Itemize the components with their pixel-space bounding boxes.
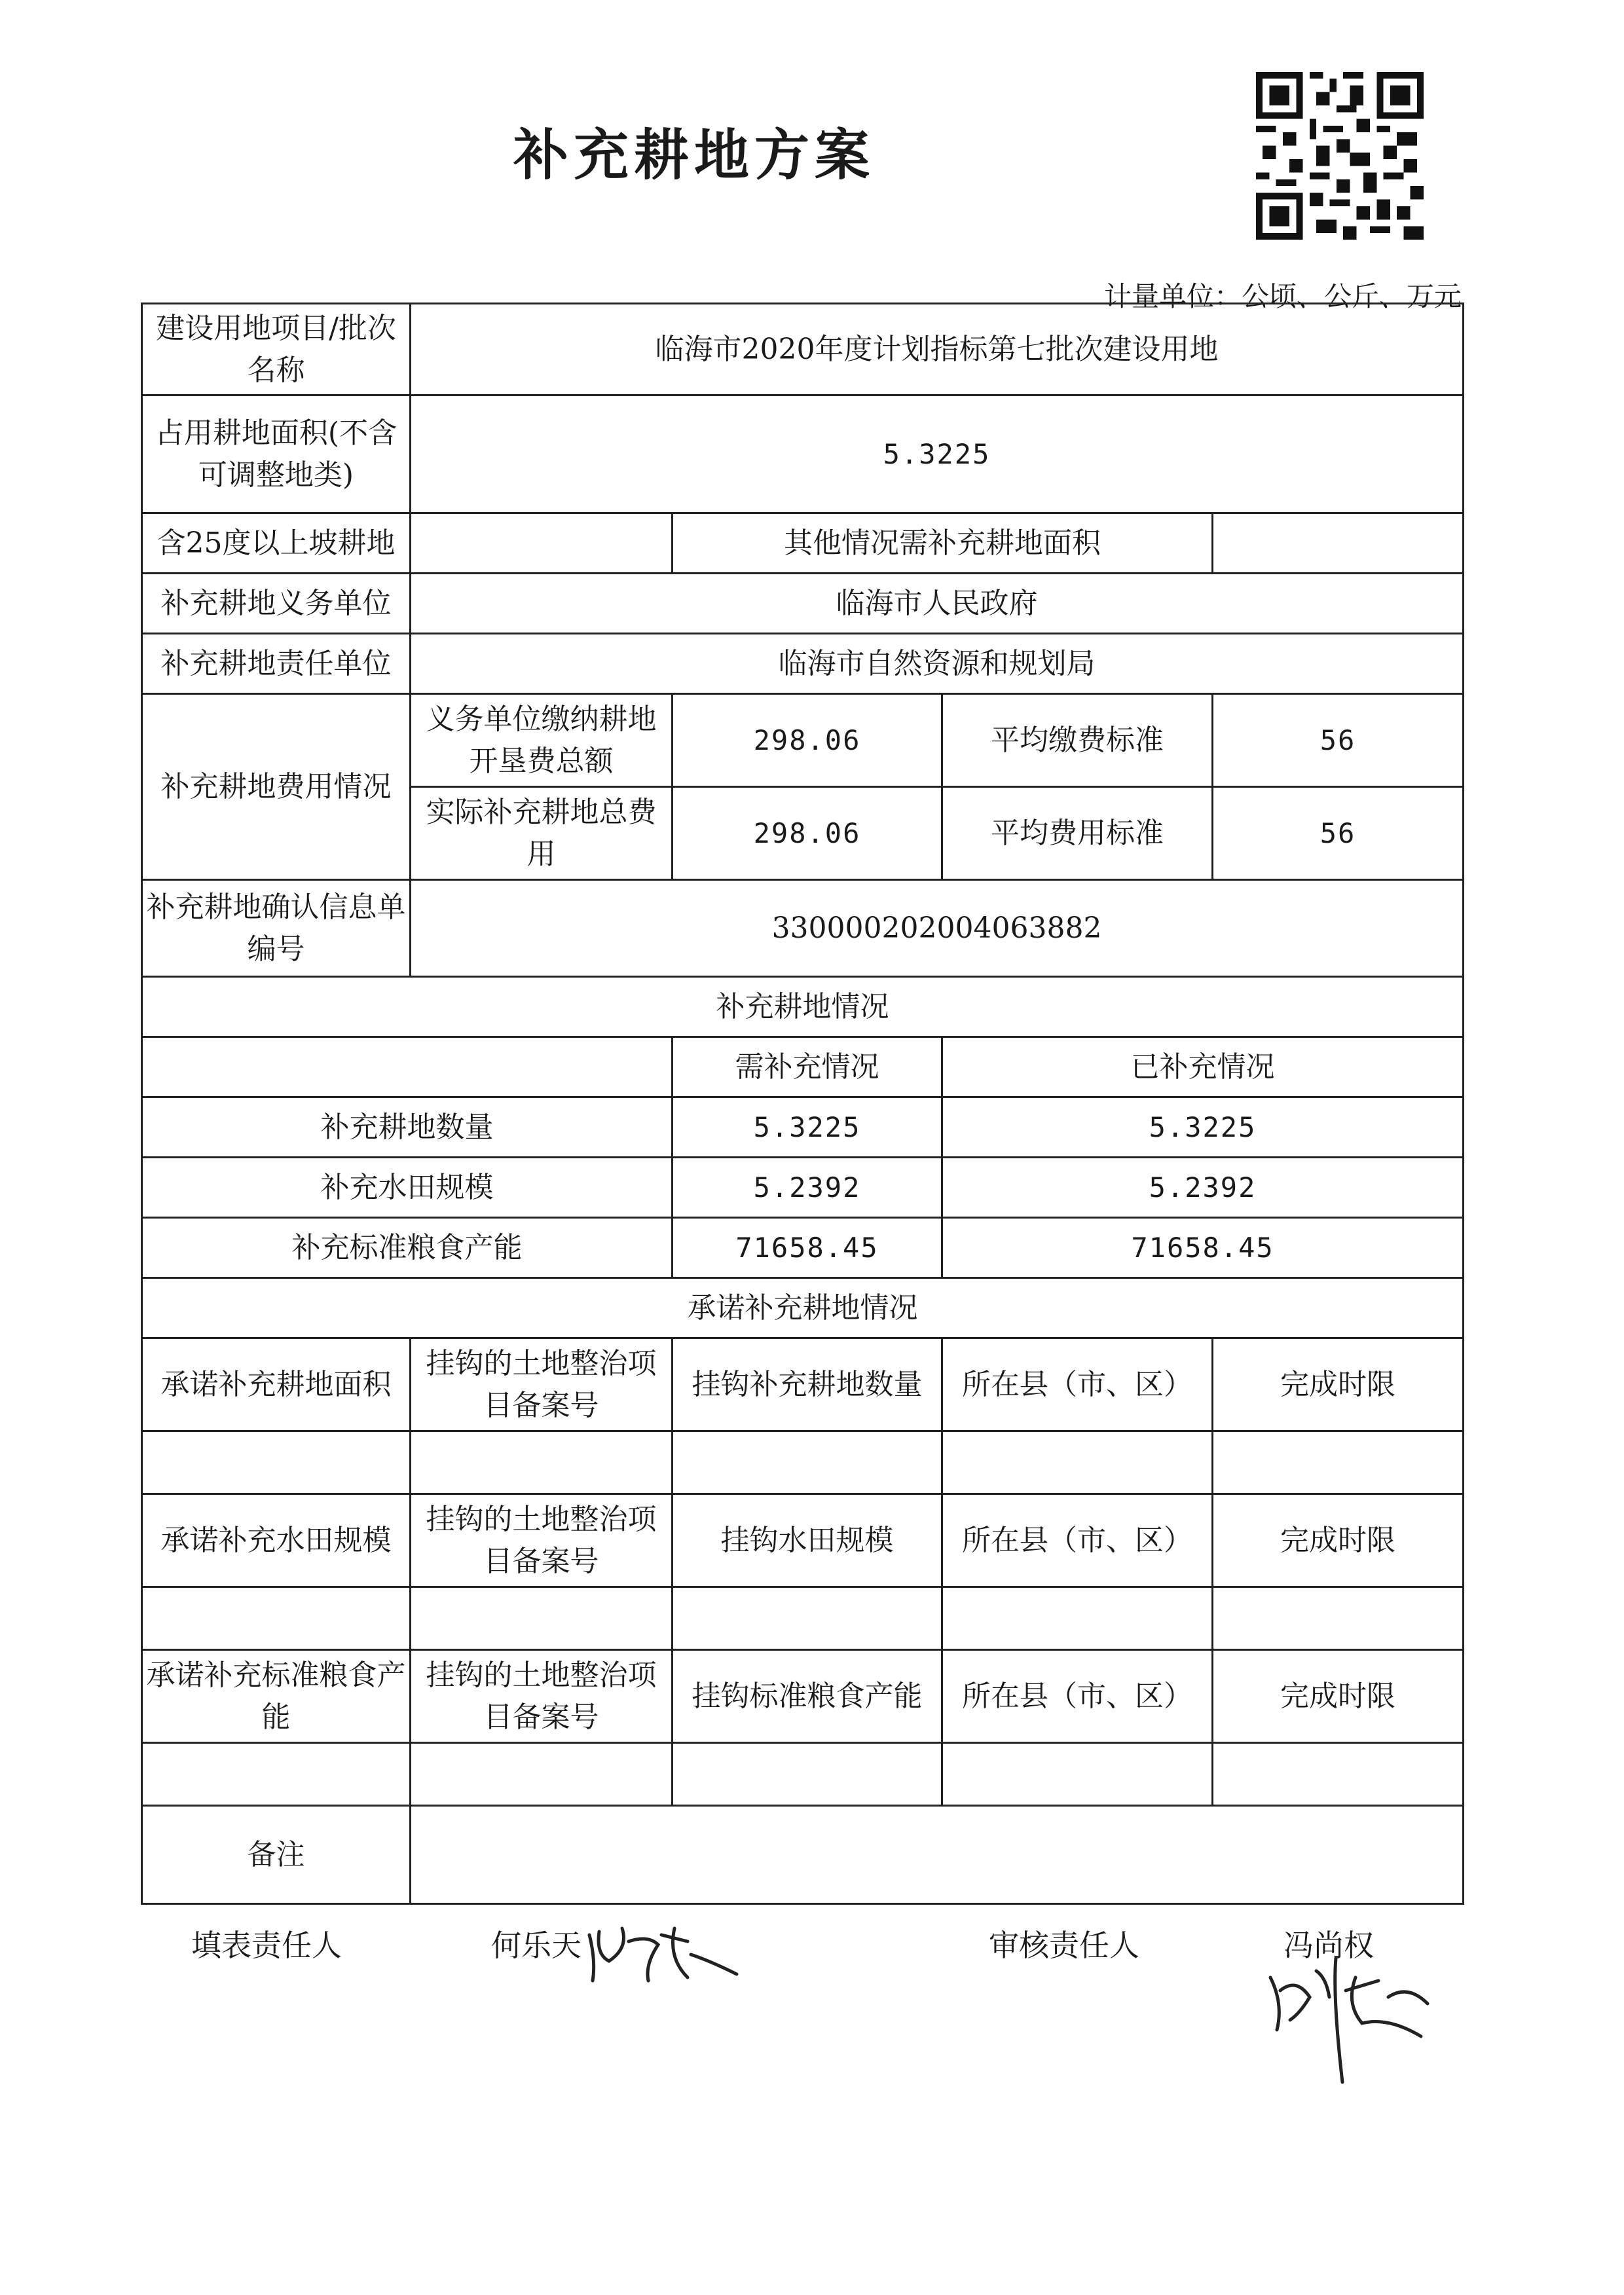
row-need: 5.2392 <box>673 1158 942 1218</box>
situation-header: 补充耕地情况 <box>142 977 1464 1037</box>
fee-label: 补充耕地费用情况 <box>142 694 411 880</box>
fee2-label: 实际补充耕地总费用 <box>411 787 673 880</box>
confirm-label: 补充耕地确认信息单编号 <box>142 880 411 977</box>
slope-label: 含25度以上坡耕地 <box>142 513 411 574</box>
promise-header-row <box>142 1650 1464 1743</box>
confirm-value: 330000202004063882 <box>411 880 1464 977</box>
project-label: 建设用地项目/批次名称 <box>142 304 411 395</box>
table-row <box>142 1218 1464 1278</box>
promise-empty-row <box>142 1743 1464 1806</box>
farmland-form-table <box>141 303 1464 1905</box>
slope-value <box>411 513 673 574</box>
avg2-value: 56 <box>1213 787 1464 880</box>
promise-empty-row <box>142 1587 1464 1650</box>
promise-col-3: 挂钩补充耕地数量 <box>673 1338 942 1431</box>
row-label: 补充标准粮食产能 <box>142 1218 673 1278</box>
remark-value <box>411 1806 1464 1904</box>
table-row <box>142 1097 1464 1158</box>
row-done: 71658.45 <box>942 1218 1464 1278</box>
promise-col-4: 所在县（市、区） <box>942 1650 1213 1743</box>
row-label: 补充水田规模 <box>142 1158 673 1218</box>
avg2-label: 平均费用标准 <box>942 787 1213 880</box>
promise-empty-row <box>142 1431 1464 1494</box>
row-label: 补充耕地数量 <box>142 1097 673 1158</box>
promise-col-2: 挂钩的土地整治项目备案号 <box>411 1338 673 1431</box>
area-label: 占用耕地面积(不含可调整地类) <box>142 395 411 513</box>
resp-value: 临海市自然资源和规划局 <box>411 634 1464 694</box>
qr-code-icon <box>1256 72 1424 240</box>
promise-col-3: 挂钩标准粮食产能 <box>673 1650 942 1743</box>
need-header: 需补充情况 <box>673 1037 942 1097</box>
other-label: 其他情况需补充耕地面积 <box>673 513 1213 574</box>
promise-col-5: 完成时限 <box>1213 1494 1464 1587</box>
promise-header: 承诺补充耕地情况 <box>142 1278 1464 1338</box>
fee2-value: 298.06 <box>673 787 942 880</box>
table-row <box>142 1158 1464 1218</box>
promise-header-row <box>142 1494 1464 1587</box>
row-done: 5.3225 <box>942 1097 1464 1158</box>
promise-col-5: 完成时限 <box>1213 1650 1464 1743</box>
area-value: 5.3225 <box>411 395 1464 513</box>
fee1-label: 义务单位缴纳耕地开垦费总额 <box>411 694 673 787</box>
page-title: 补充耕地方案 <box>513 122 875 187</box>
row-done: 5.2392 <box>942 1158 1464 1218</box>
promise-col-1: 承诺补充标准粮食产能 <box>142 1650 411 1743</box>
promise-col-4: 所在县（市、区） <box>942 1494 1213 1587</box>
promise-col-4: 所在县（市、区） <box>942 1338 1213 1431</box>
promise-header-row <box>142 1338 1464 1431</box>
done-header: 已补充情况 <box>942 1037 1464 1097</box>
filler-label: 填表责任人 <box>191 1928 342 1963</box>
remark-label: 备注 <box>142 1806 411 1904</box>
duty-label: 补充耕地义务单位 <box>142 574 411 634</box>
row-need: 5.3225 <box>673 1097 942 1158</box>
resp-label: 补充耕地责任单位 <box>142 634 411 694</box>
promise-col-2: 挂钩的土地整治项目备案号 <box>411 1650 673 1743</box>
promise-col-1: 承诺补充耕地面积 <box>142 1338 411 1431</box>
units-note: 计量单位：公顷、公斤、万元 <box>1103 280 1462 312</box>
reviewer-signature <box>1257 1951 1454 2095</box>
filler-signature <box>576 1915 747 1987</box>
fee1-value: 298.06 <box>673 694 942 787</box>
project-value: 临海市2020年度计划指标第七批次建设用地 <box>411 304 1464 395</box>
duty-value: 临海市人民政府 <box>411 574 1464 634</box>
filler-name: 何乐天 <box>491 1928 581 1963</box>
avg1-label: 平均缴费标准 <box>942 694 1213 787</box>
promise-col-1: 承诺补充水田规模 <box>142 1494 411 1587</box>
promise-col-3: 挂钩水田规模 <box>673 1494 942 1587</box>
row-need: 71658.45 <box>673 1218 942 1278</box>
other-value <box>1213 513 1464 574</box>
promise-col-2: 挂钩的土地整治项目备案号 <box>411 1494 673 1587</box>
reviewer-label: 审核责任人 <box>989 1928 1139 1963</box>
avg1-value: 56 <box>1213 694 1464 787</box>
reviewer-name: 冯尚权 <box>1283 1928 1374 1963</box>
blank-header-cell <box>142 1037 673 1097</box>
promise-col-5: 完成时限 <box>1213 1338 1464 1431</box>
